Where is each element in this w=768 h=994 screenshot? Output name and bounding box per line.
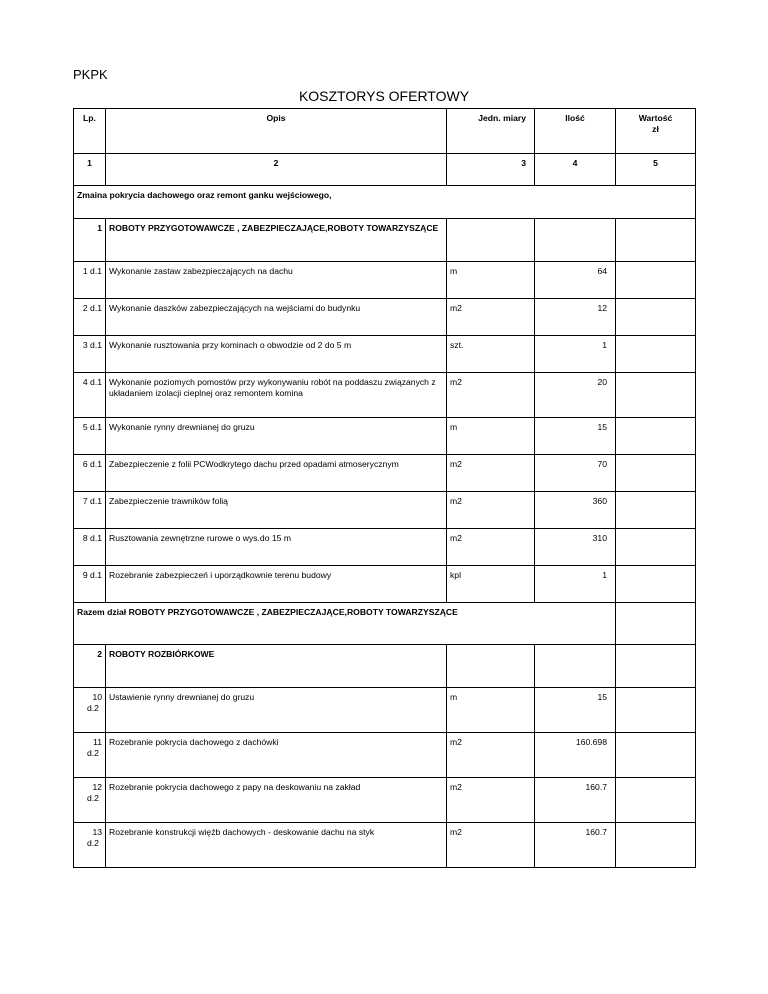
- section-total-label: Razem dział ROBOTY PRZYGOTOWAWCZE , ZABEZPIECZAJĄCE,ROBOTY TOWARZYSZĄCE: [74, 603, 616, 645]
- blank-cell: [616, 219, 696, 262]
- table-row: [74, 733, 696, 778]
- item-lp: [74, 688, 106, 733]
- table-row: [74, 688, 696, 733]
- item-lp-code: d.2: [87, 792, 99, 803]
- item-description: Wykonanie daszków zabezpieczających na wejściami do budynku: [106, 299, 447, 336]
- table-row: [74, 455, 696, 492]
- item-description: Wykonanie rynny drewnianej do gruzu: [106, 418, 447, 455]
- section-row: [74, 219, 696, 262]
- item-quantity: 160.698: [535, 733, 616, 778]
- table-row: [74, 336, 696, 373]
- item-unit: m: [447, 418, 535, 455]
- item-value: [616, 529, 696, 566]
- item-value: [616, 455, 696, 492]
- item-lp-number: 13: [92, 827, 102, 837]
- header-wartosc: [616, 109, 696, 154]
- item-description: Rusztowania zewnętrzne rurowe o wys.do 15 m: [106, 529, 447, 566]
- item-quantity: 12: [535, 299, 616, 336]
- section-total-value: [616, 603, 696, 645]
- item-description: Rozebranie pokrycia dachowego z dachówki: [106, 733, 447, 778]
- item-lp: 6 d.1: [74, 455, 106, 492]
- item-lp: [74, 823, 106, 868]
- item-lp-number: 12: [92, 782, 102, 792]
- item-quantity: 15: [535, 688, 616, 733]
- item-unit: m: [447, 688, 535, 733]
- item-quantity: 360: [535, 492, 616, 529]
- item-quantity: 160.7: [535, 823, 616, 868]
- item-quantity: 1: [535, 566, 616, 603]
- section-name: ROBOTY ROZBIÓRKOWE: [106, 645, 447, 688]
- item-lp: 8 d.1: [74, 529, 106, 566]
- item-lp: 3 d.1: [74, 336, 106, 373]
- item-description: Wykonanie zastaw zabezpieczających na dachu: [106, 262, 447, 299]
- column-number: 1: [74, 154, 106, 186]
- header-opis: Opis: [106, 109, 447, 154]
- table-row: [74, 262, 696, 299]
- column-number: 3: [447, 154, 535, 186]
- column-number: 5: [616, 154, 696, 186]
- item-value: [616, 299, 696, 336]
- blank-cell: [535, 645, 616, 688]
- blank-cell: [447, 219, 535, 262]
- item-value: [616, 418, 696, 455]
- item-unit: m2: [447, 373, 535, 418]
- table-row: [74, 299, 696, 336]
- table-row: [74, 492, 696, 529]
- item-quantity: 1: [535, 336, 616, 373]
- table-row: [74, 566, 696, 603]
- item-quantity: 15: [535, 418, 616, 455]
- item-value: [616, 778, 696, 823]
- item-lp: 7 d.1: [74, 492, 106, 529]
- item-description: Zabezpieczenie trawników folią: [106, 492, 447, 529]
- item-lp: 2 d.1: [74, 299, 106, 336]
- section-total-row: [74, 603, 696, 645]
- item-value: [616, 262, 696, 299]
- column-number: 4: [535, 154, 616, 186]
- item-value: [616, 688, 696, 733]
- item-quantity: 70: [535, 455, 616, 492]
- item-lp-code: d.2: [87, 747, 99, 758]
- table-row: [74, 529, 696, 566]
- item-unit: m2: [447, 823, 535, 868]
- item-lp: 5 d.1: [74, 418, 106, 455]
- cost-estimate-table: [73, 108, 696, 868]
- item-unit: m2: [447, 492, 535, 529]
- header-ilosc: Ilość: [535, 109, 616, 154]
- item-unit: m2: [447, 529, 535, 566]
- section-row: [74, 645, 696, 688]
- item-lp-number: 11: [93, 737, 102, 747]
- item-value: [616, 373, 696, 418]
- item-quantity: 160.7: [535, 778, 616, 823]
- blank-cell: [447, 645, 535, 688]
- table-row: [74, 823, 696, 868]
- item-value: [616, 492, 696, 529]
- item-lp: [74, 733, 106, 778]
- item-lp: 9 d.1: [74, 566, 106, 603]
- item-lp: 1 d.1: [74, 262, 106, 299]
- blank-cell: [535, 219, 616, 262]
- table-header-row: [74, 109, 696, 154]
- item-lp: 4 d.1: [74, 373, 106, 418]
- item-unit: m: [447, 262, 535, 299]
- item-unit: kpl: [447, 566, 535, 603]
- item-quantity: 64: [535, 262, 616, 299]
- project-title: Zmaina pokrycia dachowego oraz remont ganku wejściowego,: [74, 186, 696, 219]
- table-row: [74, 373, 696, 418]
- header-lp: Lp.: [74, 109, 106, 154]
- item-quantity: 310: [535, 529, 616, 566]
- item-lp-code: d.2: [87, 837, 99, 848]
- section-number: 1: [74, 219, 106, 262]
- item-lp-number: 10: [92, 692, 102, 702]
- item-unit: szt.: [447, 336, 535, 373]
- header-wartosc-label: Wartość: [638, 113, 673, 123]
- header-wartosc-unit: zł: [652, 123, 659, 134]
- item-unit: m2: [447, 778, 535, 823]
- item-unit: m2: [447, 299, 535, 336]
- blank-cell: [616, 645, 696, 688]
- table-row: [74, 778, 696, 823]
- item-description: Rozebranie zabezpieczeń i uporządkownie terenu budowy: [106, 566, 447, 603]
- project-title-row: [74, 186, 696, 219]
- item-quantity: 20: [535, 373, 616, 418]
- section-name: ROBOTY PRZYGOTOWAWCZE , ZABEZPIECZAJĄCE,ROBOTY TOWARZYSZĄCE: [106, 219, 447, 262]
- document-title: KOSZTORYS OFERTOWY: [298, 88, 470, 104]
- item-description: Wykonanie poziomych pomostów przy wykonywaniu robót na poddaszu związanych z układaniem izolacji cieplnej oraz remontem komina: [106, 373, 447, 418]
- item-value: [616, 566, 696, 603]
- company-name: PKPK: [73, 67, 108, 82]
- item-unit: m2: [447, 455, 535, 492]
- item-lp: [74, 778, 106, 823]
- item-description: Wykonanie rusztowania przy kominach o obwodzie od 2 do 5 m: [106, 336, 447, 373]
- item-description: Rozebranie konstrukcji więźb dachowych - deskowanie dachu na styk: [106, 823, 447, 868]
- item-value: [616, 733, 696, 778]
- item-unit: m2: [447, 733, 535, 778]
- table-row: [74, 418, 696, 455]
- item-description: Ustawienie rynny drewnianej do gruzu: [106, 688, 447, 733]
- item-value: [616, 823, 696, 868]
- column-number-row: [74, 154, 696, 186]
- item-description: Zabezpieczenie z folii PCWodkrytego dachu przed opadami atmoserycznym: [106, 455, 447, 492]
- item-description: Rozebranie pokrycia dachowego z papy na deskowaniu na zakład: [106, 778, 447, 823]
- column-number: 2: [106, 154, 447, 186]
- header-jedn: Jedn. miary: [447, 109, 535, 154]
- item-value: [616, 336, 696, 373]
- item-lp-code: d.2: [87, 702, 99, 713]
- section-number: 2: [74, 645, 106, 688]
